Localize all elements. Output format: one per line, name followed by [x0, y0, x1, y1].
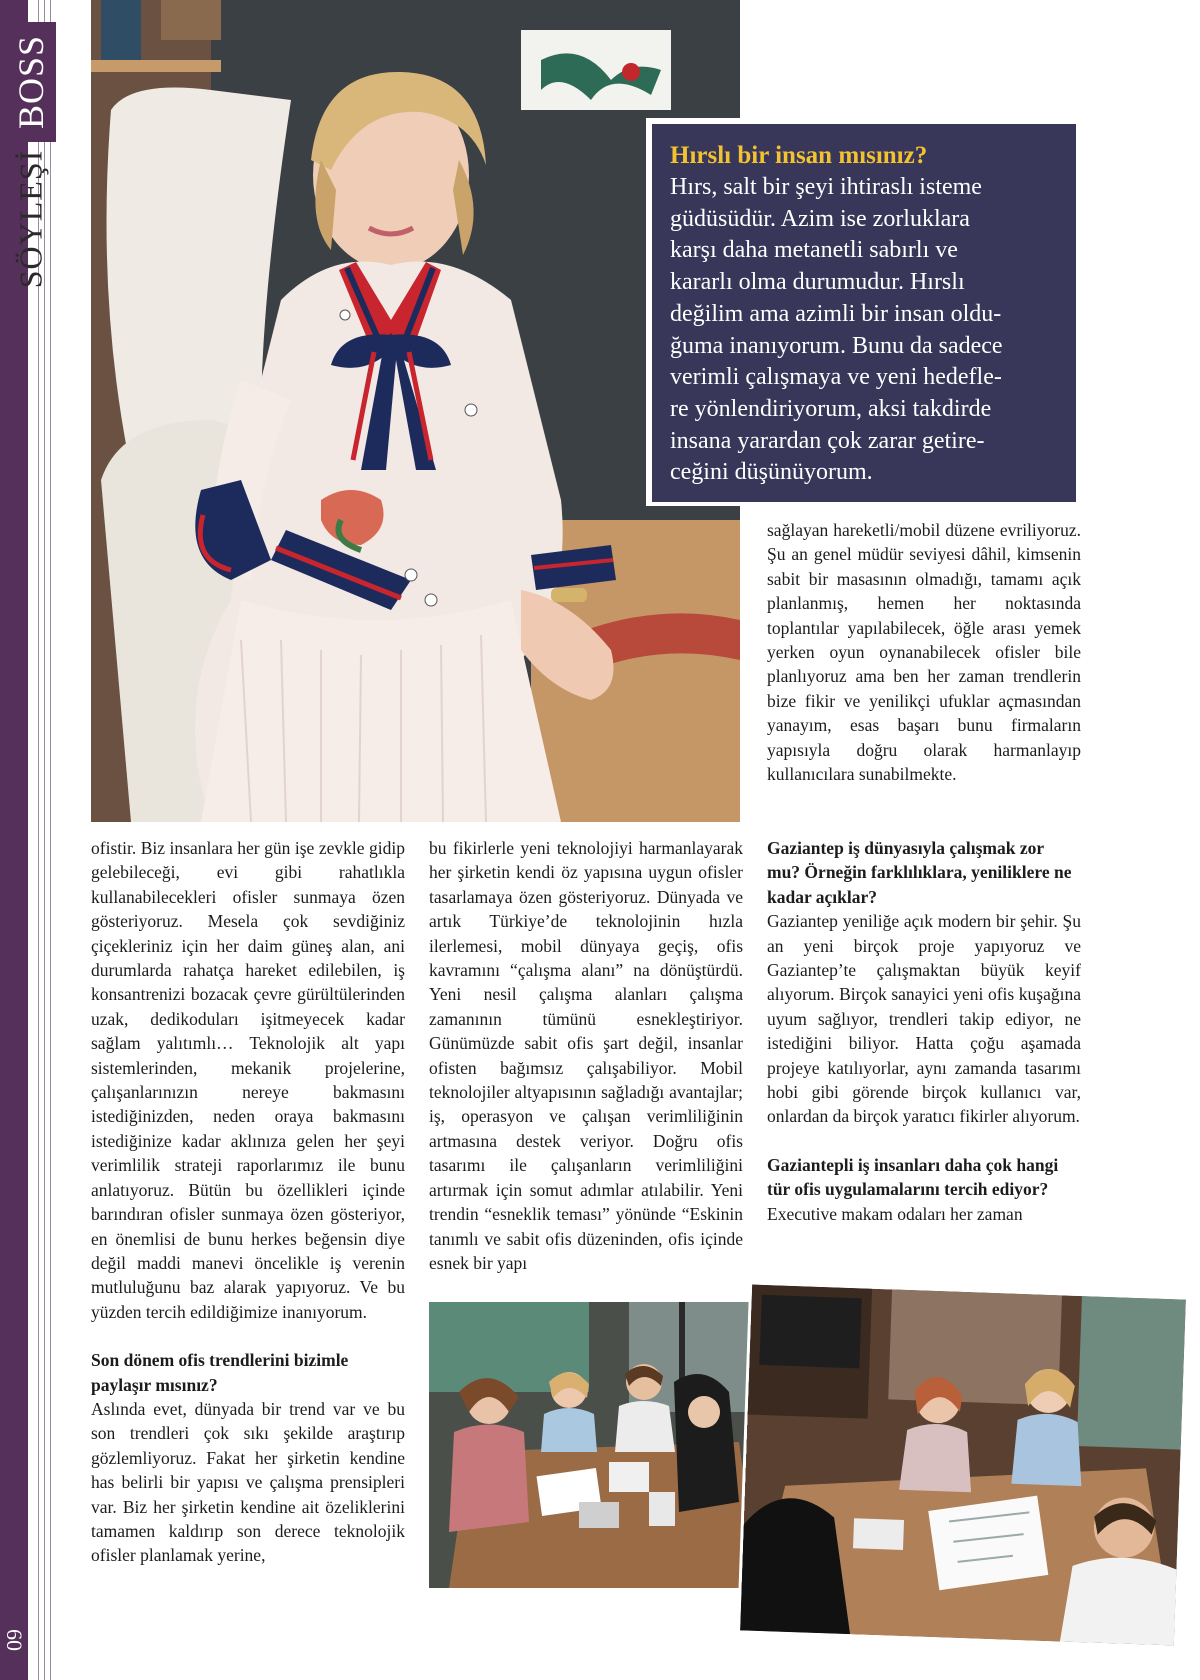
section-label [6, 22, 56, 292]
pull-quote-line: insana yarardan çok zarar getire- [670, 427, 985, 454]
pull-quote-line: güdüsüdür. Azim ise zorluklara [670, 205, 970, 232]
body-paragraph: Aslında evet, dünyada bir trend var ve bu son trendleri çok sıkı şekilde araştırıp gözlemliyoruz. Fakat her şirketin kendine has belirli bir yapısı ve çalışma prensipleri var. Biz her şirketin kendine ait özeliklerini tamamen kaldırıp son derece teknolojik ofisler planlamak yerine, [91, 1398, 405, 1566]
section-title: SÖYLEŞİ [12, 149, 49, 289]
pull-quote-line: Hırs, salt bir şeyi ihtiraslı isteme [670, 174, 982, 200]
magazine-name-box [6, 22, 56, 142]
page-number: 60 [2, 1629, 27, 1651]
pull-quote-frame [646, 118, 1080, 506]
pull-quote [652, 124, 1076, 502]
body-paragraph: bu fikirlerle yeni teknolojiyi harmanlayarak her şirketin kendi öz yapısına uygun ofisler tasarlamaya özen gösteriyoruz. Dünyada ve artık Türkiye’de teknolojinin hızla ilerlemesi, mobil dünyaya geçiş, ofis kavramını “çalışma alanı” na dönüştürdü. Yeni nesil çalışma alanları çalışma zamanının tümünü esnekleştiriyor. Günümüzde sabit ofis şart değil, insanlar ofisten bağımsız çalışabiliyor. Mobil teknolojiler altyapısının sağladığı avantajlar; iş, operasyon ve çalışan verimliliğinin artmasına destek veriyor. Doğru ofis tasarımı ile çalışanların verimliliğini artırmak için somut adımlar atılabilir. Yeni trendin “esneklik teması” yönünde “Eskinin tanımlı ve sabit ofis düzeninden, ofis içinde esnek bir yapı [429, 838, 743, 1273]
article-column-1 [91, 836, 405, 1568]
interview-question: Son dönem ofis trendlerini bizimle paylaşır mısınız? [91, 1350, 349, 1395]
pull-quote-line: ceğini düşünüyorum. [670, 459, 873, 486]
pull-quote-answer [670, 172, 1058, 489]
meeting-photo-2 [740, 1285, 1186, 1646]
article-column-3-top [767, 518, 1081, 786]
body-paragraph: ofistir. Biz insanlara her gün işe zevkle gidip gelebileceği, evi gibi rahatlıkla kullanabilecekleri ofisler sunmaya özen gösteriyoruz. Mesela çok sevdiğiniz çiçekleriniz için her daim güneş alan, ani durumlarda rahatça hareket edilebilen, iş konsantrenizi bozacak çevre gürültülerinden uzak, dedikoduları işitmeyecek kadar sağlam yalıtımlı… Teknolojik alt yapı sistemlerinden, mekanik projelerine, çalışanlarınızın nereye bakmasını istediğinizden, neden oraya bakmasını istediğinize kadar aklınıza gelen her şeyi verimlilik strateji raporlarımız ile bunu anlatıyoruz. Bütün bu özellikleri içinde barındıran ofisler sunmaya özen gösteriyor, en önemlisi de bunu herkes beğensin diye değil maddi manevi öncelikle iş verenin mutluluğunu baz alarak yapıyoruz. Ve bu yüzden tercih edildiğimize inanıyorum. [91, 838, 405, 1322]
body-paragraph: Gaziantep yeniliğe açık modern bir şehir. Şu an yeni birçok proje yapıyoruz ve Gaziantep’te çalışmaktan büyük keyif alıyorum. Birçok sanayici yeni ofis kuşağına uyum sağlıyor, trendleri takip ediyor, ne istediğini biliyor. Hatta çoğu aşamada projeye katılıyorlar, aynı zamanda tasarımı hobi gibi görende birçok kullanıcı var, onlardan da birçok yaratıcı fikirler alıyorum. [767, 911, 1081, 1127]
section-title-box [6, 144, 56, 294]
page-number-box [0, 1610, 28, 1670]
article-column-3 [767, 836, 1081, 1226]
pull-quote-line: karşı daha metanetli sabırlı ve [670, 237, 958, 264]
body-paragraph: Executive makam odaları her zaman [767, 1203, 1023, 1224]
interview-question: Gaziantepli iş insanları daha çok hangi tür ofis uygulamalarını tercih ediyor? [767, 1154, 1059, 1200]
body-paragraph: sağlayan hareketli/mobil düzene evriliyoruz. Şu an genel müdür seviyesi dâhil, kimsenin sabit bir masasının olmadığı, tamamı açık planlanmış, hemen her noktasında toplantılar yapılabilecek, öğle arası yemek yerken oyun oynanabilecek ofisler bile planlıyoruz ama ben her zaman trendlerin bize fikir ve yenilikçi ufuklar açmasından yanayım, esas başarı bunu firmaların yapısıyla doğru olarak harmanlayıp kullanıcılara sunabilmekte. [767, 520, 1081, 785]
pull-quote-line: re yönlendiriyorum, aksi takdirde [670, 395, 992, 422]
pull-quote-line: kararlı olma durumudur. Hırslı [670, 269, 965, 296]
pull-quote-line: ğuma inanıyorum. Bunu da sadece [670, 332, 1003, 359]
pull-quote-question: Hırslı bir insan mısınız? [670, 142, 928, 169]
magazine-name: BOSS [11, 34, 51, 130]
interview-question: Gaziantep iş dünyasıyla çalışmak zor mu? Örneğin farklılıklara, yeniliklere ne kadar açıklar? [767, 838, 1072, 907]
pull-quote-line: verimli çalışmaya ve yeni hedefle- [670, 364, 1002, 391]
pull-quote-line: değilim ama azimli bir insan oldu- [670, 300, 1002, 327]
portrait-photo [91, 0, 740, 822]
article-column-2 [429, 836, 743, 1275]
meeting-photo-1 [429, 1302, 759, 1588]
